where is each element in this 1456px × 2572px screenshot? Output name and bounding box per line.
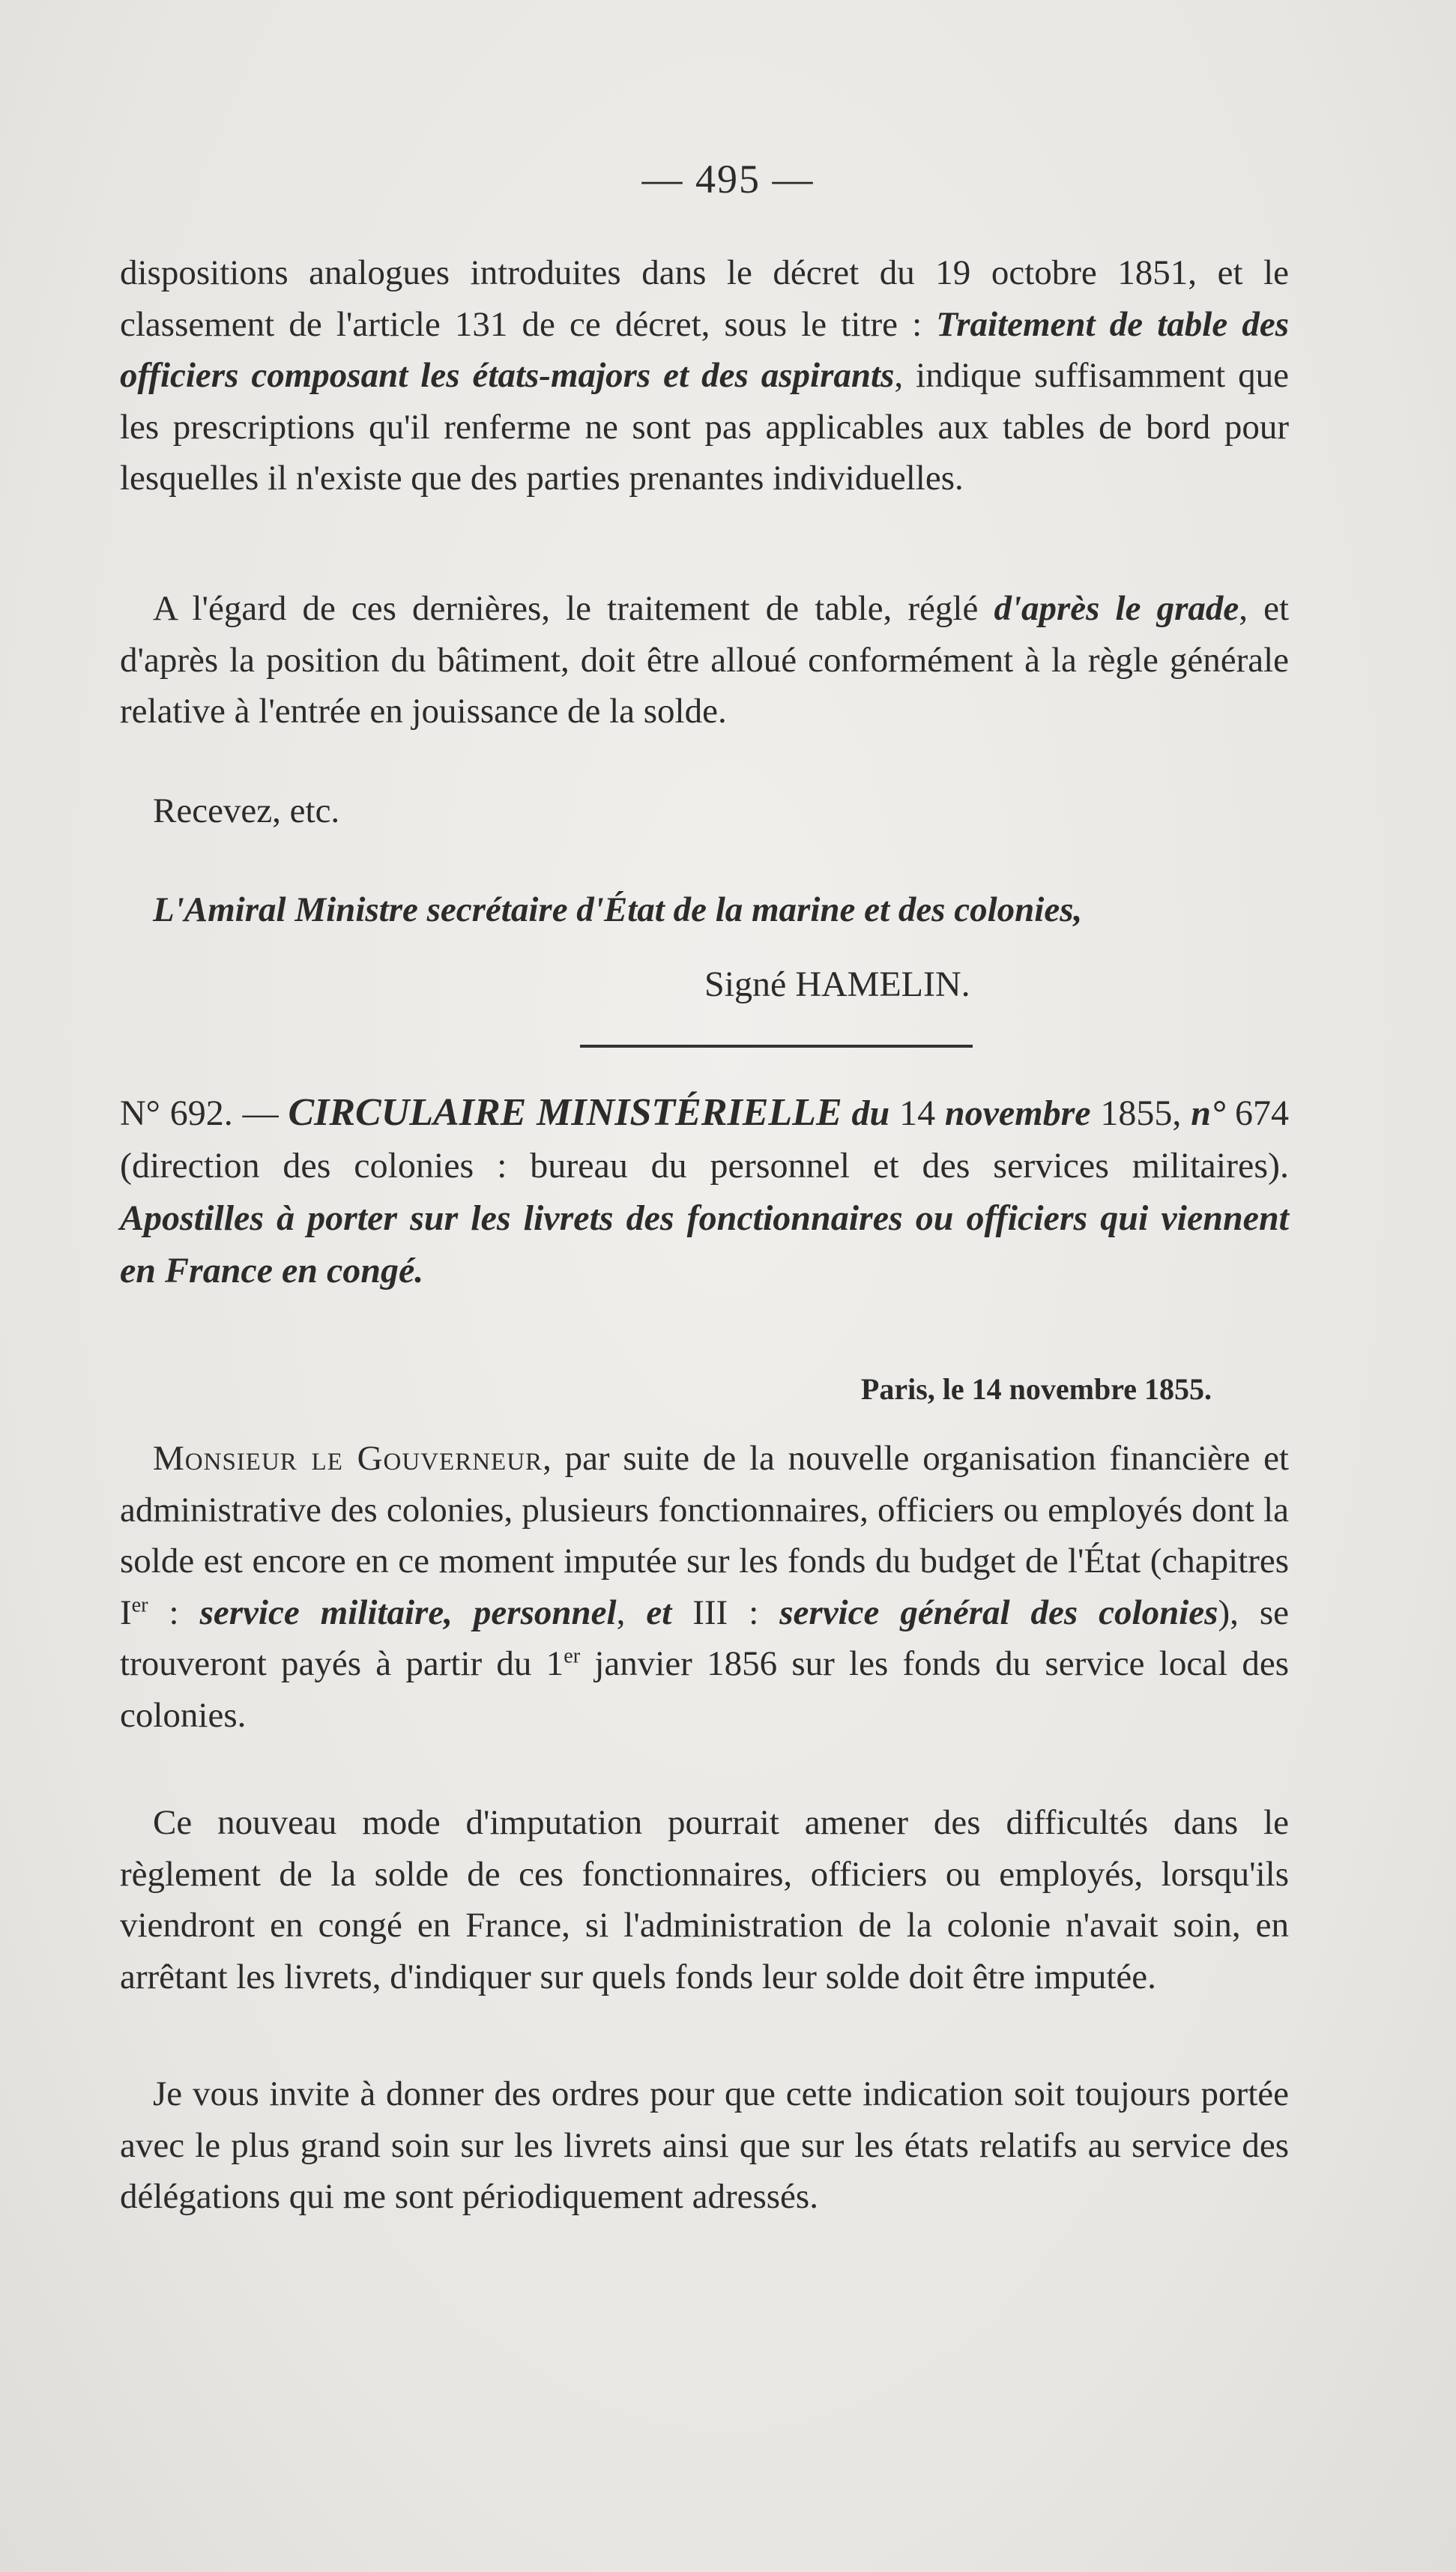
circular-date-day: 14 [899,1093,945,1133]
italic-run: service général des colonies [779,1593,1218,1632]
superscript: er [131,1593,148,1616]
italic-run: et [646,1593,672,1632]
circular-du: du [842,1093,900,1133]
paragraph-instruction: Je vous invite à donner des ordres pour que cette indication soit toujours portée avec le plus grand soin sur les livrets ainsi que sur les états relatifs au service des délégations qui me sont périodiquement adressés. [120,2074,1289,2216]
text-run: , par suite de la nouvelle organisation financière et administrative des colonies, plusieurs fonctionnaires, officiers ou employés dont la solde est encore en ce moment imputée sur les fonds du budget de l'État (chapitres I [120,1439,1289,1632]
circular-heading [120,1087,1289,1297]
circular-number: N° 692. — [120,1093,289,1133]
signatory-name: Signé HAMELIN. [704,964,970,1004]
text-run: , [616,1593,647,1632]
circular-title: CIRCULAIRE MINISTÉRIELLE [288,1091,842,1134]
section-divider [580,1045,973,1048]
text-run: III : [671,1593,780,1632]
circular-n-value: 674 [1225,1093,1290,1133]
salutation: Monsieur le Gouverneur [153,1439,543,1478]
text-run: , indique suffisamment que les prescriptions qu'il renferme ne sont pas applicables aux tables de bord pour lesquelles il n'existe que des parties prenantes individuelles. [120,356,1290,498]
closing-formula: Recevez, etc. [153,791,340,830]
signatory-title: L'Amiral Ministre secrétaire d'État de la marine et des colonies, [153,890,1083,929]
text-run: A l'égard de ces dernières, le traitement de table, réglé [153,589,994,628]
paragraph-decree-classification [120,247,1289,504]
circular-date-month: novembre [944,1093,1091,1133]
circular-n-label: n° [1191,1093,1226,1133]
text-run: dispositions analogues introduites dans le décret du 19 octobre 1851, et le classement de l'article 131 de ce décret, sous le titre : [120,253,1289,344]
italic-run: service militaire, personnel [199,1593,617,1632]
italic-title-run: Traitement de table des officiers composant les états-majors et des aspirants [120,304,1289,395]
dateline: Paris, le 14 novembre 1855. [860,1372,1212,1406]
text-run: ), se trouveront payés à partir du 1 [120,1593,1289,1683]
italic-run: d'après le grade [994,589,1239,628]
superscript: er [564,1644,581,1668]
text-run: , et d'après la position du bâtiment, doit être alloué conformément à la règle générale relative à l'entrée en jouissance de la solde. [120,589,1290,731]
paragraph-imputation: Ce nouveau mode d'imputation pourrait amener des difficultés dans le règlement de la solde de ces fonctionnaires, officiers ou employés, lorsqu'ils viendront en congé en France, si l'administration de la colonie n'avait soin, en arrêtant les livrets, d'indiquer sur quels fonds leur solde doit être imputée. [120,1803,1289,1996]
paragraph-table-allowance [120,583,1289,737]
page-number: — 495 — [641,157,815,202]
circular-year: 1855, [1090,1093,1191,1133]
paragraph-reorganisation [120,1433,1289,1741]
circular-direction: (direction des colonies : bureau du personnel et des services militaires). [120,1146,1289,1186]
text-run: janvier 1856 sur les fonds du service local des colonies. [120,1644,1289,1735]
text-run: : [148,1593,200,1632]
circular-subject: Apostilles à porter sur les livrets des fonctionnaires ou officiers qui viennent en France en congé. [120,1198,1289,1290]
